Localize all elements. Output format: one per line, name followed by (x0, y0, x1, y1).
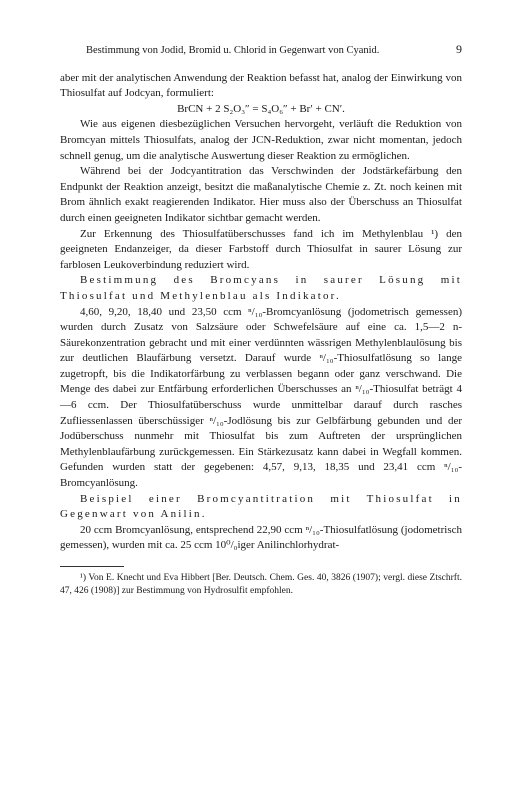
paragraph-procedure: 4,60, 9,20, 18,40 und 23,50 ccm ⁿ/₁₀-Bromcyanlösung (jodometrisch gemessen) wurden durch Zusatz von Salzsäure oder Schwefelsäure auf eine ca. 1,5—2 n-Säurekonzentration gebracht und mit einer verdünnten wässrigen Methylenblaulösung bis zur deutlichen Blaufärbung versetzt. Darauf wurde ⁿ/₁₀-Thiosulfatlösung so lange zugetropft, bis die Indikatorfärbung zu verblassen begann oder ganz verschwand. Die Menge des dabei zur Entfärbung erforderlichen Überschusses an ⁿ/₁₀-Thiosulfat beträgt 4—6 ccm. Der Thiosulfatüberschuss wurde unmittelbar darauf durch rasches Zufliessenlassen überschüssiger ⁿ/₁₀-Jodlösung bis zur Gelbfärbung gebunden und der Jodüberschuss nunmehr mit Thiosulfat bis zum Auftreten der ursprünglichen Methylenblaufärbung zurückgemessen. Ein Stärkezusatz kann dabei in Wegfall kommen. Gefunden wurden statt der gegebenen: 4,57, 9,13, 18,35 und 23,41 ccm ⁿ/₁₀-Bromcyanlösung. (60, 305, 462, 490)
page-number: 9 (456, 42, 462, 56)
paragraph-indicator: Während bei der Jodcyantitration das Verschwinden der Jodstärkefärbung den Endpunkt der Reaktion anzeigt, besitzt die maßanalytische Chemie z. Zt. noch keinen mit Brom ähnlich exakt reagierenden Indikator. Hier muss also der Überschuss an Thiosulfat durch einen geeigneten Indikator sichtbar gemacht werden. (60, 165, 462, 224)
paragraph-example: 20 ccm Bromcyanlösung, entsprechend 22,90 ccm ⁿ/₁₀-Thiosulfatlösung (jodometrisch gemessen), wurden mit ca. 25 ccm 10⁰/₀iger Anilinchlorhydrat- (60, 523, 462, 552)
paragraph-methylene-blue: Zur Erkennung des Thiosulfatüberschusses fand ich im Methylenblau ¹) den geeigneten Endanzeiger, da dieser Farbstoff durch Thiosulfat in saurer Lösung zur farblosen Leukoverbindung reduziert wird. (60, 227, 462, 271)
footnote-divider (60, 566, 124, 567)
section-heading-acid-solution: Bestimmung des Bromcyans in saurer Lösung mit Thiosulfat und Methylenblau als Indikator. (60, 274, 462, 302)
footnote: ¹) Von E. Knecht und Eva Hibbert [Ber. Deutsch. Chem. Ges. 40, 3826 (1907); vergl. diese Ztschrft. 47, 426 (1908)] zur Bestimmung von Hydrosulfit empfohlen. (60, 573, 462, 596)
running-title: Bestimmung von Jodid, Bromid u. Chlorid in Gegenwart von Cyanid. (86, 45, 380, 56)
section-heading-aniline-example: Beispiel einer Bromcyantitration mit Thiosulfat in Gegenwart von Anilin. (60, 492, 462, 521)
paragraph-reduction: Wie aus eigenen diesbezüglichen Versuchen hervorgeht, verläuft die Reduktion von Bromcyan mittels Thiosulfats, analog der JCN-Reduktion, zwar nicht momentan, jedoch schnell genug, um die analytische Auswertung dieser Reaktion zu ermöglichen. (60, 118, 462, 162)
paragraph-continuation: aber mit der analytischen Anwendung der Reaktion befasst hat, analog der Einwirkung von Thiosulfat auf Jodcyan, formuliert: (60, 71, 462, 100)
running-header (60, 42, 462, 59)
page (60, 42, 462, 598)
reaction-formula: BrCN + 2 S₂O₃″ = S₄O₆″ + Br′ + CN′. (177, 102, 345, 115)
